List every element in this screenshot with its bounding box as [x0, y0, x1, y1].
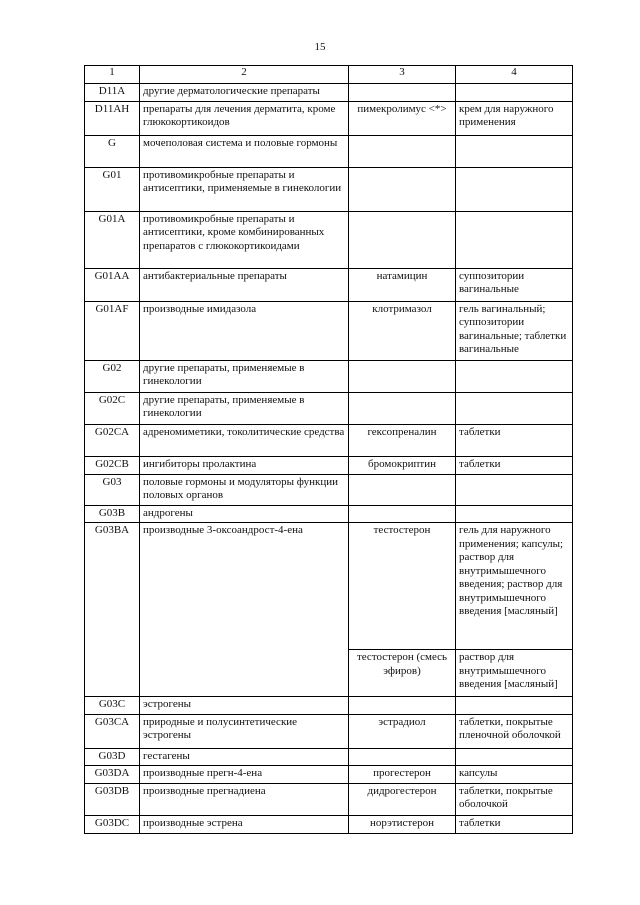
anatomical-group-cell: производные прегн-4-ена	[140, 766, 349, 784]
anatomical-group-cell: производные имидазола	[140, 301, 349, 360]
drug-name-cell	[349, 474, 456, 505]
table-row	[85, 167, 573, 211]
dosage-form-cell	[456, 167, 573, 211]
atc-code-cell: G03DB	[85, 783, 140, 815]
table-row	[85, 360, 573, 392]
anatomical-group-cell: адреномиметики, токолитические средства	[140, 424, 349, 456]
table-row	[85, 84, 573, 102]
atc-code-cell: G	[85, 135, 140, 167]
atc-code-cell: G03DC	[85, 815, 140, 833]
drug-name-cell: гексопреналин	[349, 424, 456, 456]
atc-code-cell: G02C	[85, 392, 140, 424]
table-row	[85, 135, 573, 167]
atc-code-cell: G03DA	[85, 766, 140, 784]
dosage-form-cell	[456, 748, 573, 766]
drug-name-cell: дидрогестерон	[349, 783, 456, 815]
dosage-form-cell	[456, 474, 573, 505]
table-row	[85, 424, 573, 456]
drug-name-cell	[349, 748, 456, 766]
table-row	[85, 523, 573, 650]
atc-code-cell: G02CB	[85, 456, 140, 474]
anatomical-group-cell: противомикробные препараты и антисептики, кроме комбинированных препаратов с глюкокортикоидами	[140, 211, 349, 268]
atc-code-cell: D11A	[85, 84, 140, 102]
anatomical-group-cell: андрогены	[140, 505, 349, 523]
table-row	[85, 505, 573, 523]
drug-name-cell: клотримазол	[349, 301, 456, 360]
dosage-form-cell	[456, 360, 573, 392]
dosage-form-cell: раствор для внутримышечного введения [масляный]	[456, 650, 573, 697]
atc-code-cell: D11AH	[85, 101, 140, 135]
atc-code-cell: G03C	[85, 697, 140, 715]
atc-code-cell: G01	[85, 167, 140, 211]
drug-table	[84, 65, 573, 834]
atc-code-cell: G01A	[85, 211, 140, 268]
table-header-row	[85, 66, 573, 84]
drug-name-cell: тестостерон	[349, 523, 456, 650]
dosage-form-cell	[456, 84, 573, 102]
dosage-form-cell: таблетки, покрытые оболочкой	[456, 783, 573, 815]
drug-name-cell: натамицин	[349, 268, 456, 301]
anatomical-group-cell: мочеполовая система и половые гормоны	[140, 135, 349, 167]
drug-name-cell: норэтистерон	[349, 815, 456, 833]
dosage-form-cell: таблетки, покрытые пленочной оболочкой	[456, 714, 573, 748]
drug-name-cell	[349, 211, 456, 268]
atc-code-cell: G03CA	[85, 714, 140, 748]
dosage-form-cell: суппозитории вагинальные	[456, 268, 573, 301]
dosage-form-cell: крем для наружного применения	[456, 101, 573, 135]
page-number: 15	[314, 41, 326, 53]
table-row	[85, 268, 573, 301]
drug-name-cell: эстрадиол	[349, 714, 456, 748]
dosage-form-cell	[456, 392, 573, 424]
drug-name-cell	[349, 135, 456, 167]
drug-name-cell: прогестерон	[349, 766, 456, 784]
anatomical-group-cell: ингибиторы пролактина	[140, 456, 349, 474]
drug-name-cell	[349, 392, 456, 424]
atc-code-cell: G02CA	[85, 424, 140, 456]
atc-code-cell: G02	[85, 360, 140, 392]
anatomical-group-cell: препараты для лечения дерматита, кроме глюкокортикоидов	[140, 101, 349, 135]
anatomical-group-cell: производные 3-оксоандрост-4-ена	[140, 523, 349, 697]
dosage-form-cell	[456, 135, 573, 167]
anatomical-group-cell: производные эстрена	[140, 815, 349, 833]
atc-code-cell: G01AF	[85, 301, 140, 360]
atc-code-cell: G03B	[85, 505, 140, 523]
header-col-1: 1	[85, 66, 140, 84]
table-row	[85, 101, 573, 135]
anatomical-group-cell: другие препараты, применяемые в гинекологии	[140, 392, 349, 424]
table-row	[85, 392, 573, 424]
table-row	[85, 456, 573, 474]
table-row	[85, 697, 573, 715]
atc-code-cell: G01AA	[85, 268, 140, 301]
header-col-3: 3	[349, 66, 456, 84]
dosage-form-cell: таблетки	[456, 456, 573, 474]
table-row	[85, 815, 573, 833]
dosage-form-cell: гель вагинальный; суппозитории вагинальные; таблетки вагинальные	[456, 301, 573, 360]
atc-code-cell: G03D	[85, 748, 140, 766]
drug-name-cell	[349, 84, 456, 102]
drug-name-cell	[349, 167, 456, 211]
table-row	[85, 474, 573, 505]
dosage-form-cell	[456, 211, 573, 268]
drug-name-cell: пимекролимус <*>	[349, 101, 456, 135]
drug-name-cell	[349, 505, 456, 523]
dosage-form-cell: гель для наружного применения; капсулы; раствор для внутримышечного введения; раствор для внутримышечного введения [масляный]	[456, 523, 573, 650]
table-row	[85, 783, 573, 815]
anatomical-group-cell: половые гормоны и модуляторы функции половых органов	[140, 474, 349, 505]
drug-name-cell: бромокриптин	[349, 456, 456, 474]
table-row	[85, 301, 573, 360]
dosage-form-cell	[456, 697, 573, 715]
header-col-4: 4	[456, 66, 573, 84]
anatomical-group-cell: производные прегнадиена	[140, 783, 349, 815]
dosage-form-cell: капсулы	[456, 766, 573, 784]
atc-code-cell: G03	[85, 474, 140, 505]
anatomical-group-cell: эстрогены	[140, 697, 349, 715]
table-row	[85, 211, 573, 268]
anatomical-group-cell: гестагены	[140, 748, 349, 766]
table-row	[85, 766, 573, 784]
drug-name-cell	[349, 360, 456, 392]
dosage-form-cell: таблетки	[456, 424, 573, 456]
table-row	[85, 714, 573, 748]
dosage-form-cell	[456, 505, 573, 523]
drug-name-cell	[349, 697, 456, 715]
anatomical-group-cell: природные и полусинтетические эстрогены	[140, 714, 349, 748]
dosage-form-cell: таблетки	[456, 815, 573, 833]
drug-name-cell: тестостерон (смесь эфиров)	[349, 650, 456, 697]
atc-code-cell: G03BA	[85, 523, 140, 697]
table-row	[85, 748, 573, 766]
header-col-2: 2	[140, 66, 349, 84]
anatomical-group-cell: антибактериальные препараты	[140, 268, 349, 301]
anatomical-group-cell: другие препараты, применяемые в гинекологии	[140, 360, 349, 392]
anatomical-group-cell: другие дерматологические препараты	[140, 84, 349, 102]
anatomical-group-cell: противомикробные препараты и антисептики, применяемые в гинекологии	[140, 167, 349, 211]
